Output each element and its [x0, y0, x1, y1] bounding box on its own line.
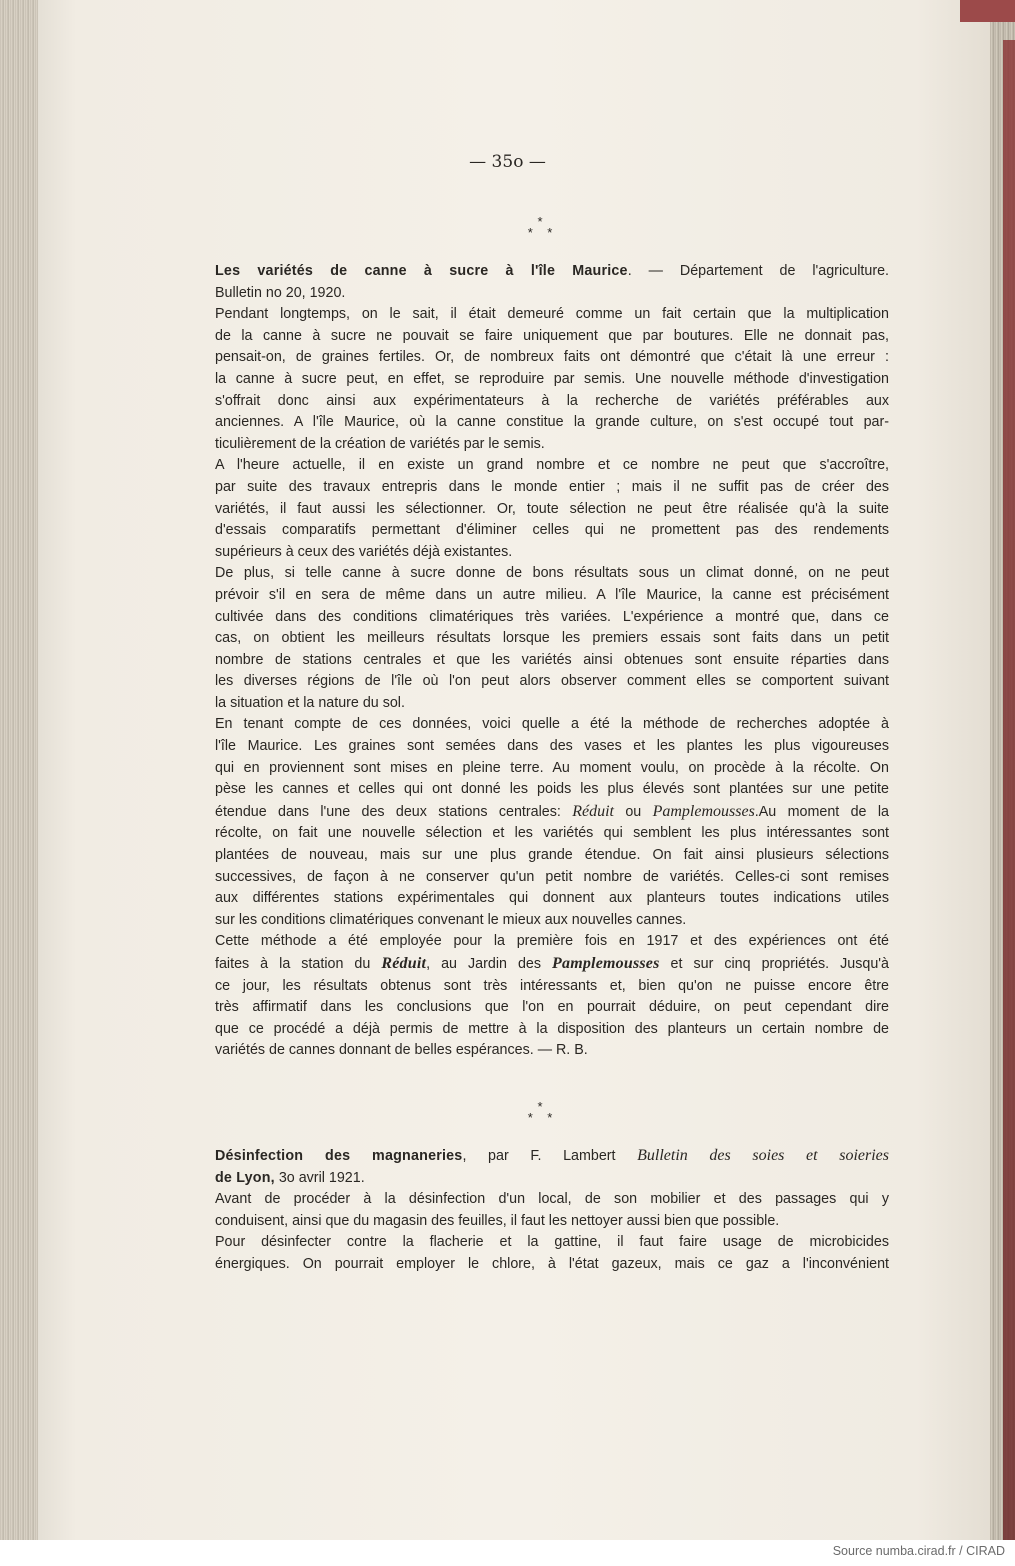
text-line: variétés, il faut aussi les sélectionner. Or, toute sélection ne peut être réalisée qu'à la suite [215, 500, 889, 517]
journal-title: Bulletin des soies et soieries [637, 1147, 889, 1164]
place-name-pamplemousses: Pamplemousses [652, 802, 755, 820]
paragraph-2 [215, 1232, 889, 1275]
text-line: cas, on obtient les meilleurs résultats lorsque les premiers essais sont faits dans un petit [215, 630, 889, 647]
text-line: plantées de nouveau, mais sur une plus grande étendue. On fait ainsi plusieurs sélections [215, 847, 889, 864]
text-line: variétés de cannes donnant de belles espérances. — R. B. [215, 1042, 588, 1059]
text-segment: , au Jardin des [426, 956, 553, 972]
text-segment: étendue dans l'une des deux stations centrales: [215, 803, 573, 820]
article-title-line [215, 1145, 889, 1168]
text-line: qui en proviennent sont mises en pleine terre. Au moment voulu, on procède à la récolte. On [215, 759, 889, 776]
text-line: prévoir s'il en sera de même dans un autre milieu. A l'île Maurice, la canne est précisément [215, 586, 889, 603]
article-desinfection [215, 1145, 889, 1276]
text-line: anciennes. A l'île Maurice, où la canne constitue la grande culture, on s'est occupé tout par- [215, 414, 889, 431]
place-name-reduit: Réduit [381, 955, 427, 972]
article-date: 3o avril 1921. [274, 1169, 365, 1186]
text-line: de la canne à sucre ne pouvait se faire uniquement que par boutures. Elle ne donnait pas, [215, 327, 889, 344]
text-line: Pendant longtemps, on le sait, il était demeuré comme un fait certain que la multiplication [215, 306, 889, 323]
text-line: Pour désinfecter contre la flacherie et la gattine, il faut faire usage de microbicides [215, 1234, 889, 1251]
article-bulletin: Bulletin no 20, 1920. [215, 284, 346, 301]
text-line: énergiques. On pourrait employer le chlore, à l'état gazeux, mais ce gaz a l'inconvénient [215, 1255, 889, 1272]
text-line: De plus, si telle canne à sucre donne de bons résultats sous un climat donné, on ne peut [215, 565, 889, 582]
article-title: Les variétés de canne à sucre à l'île Maurice [215, 263, 628, 279]
article-canne-a-sucre [215, 261, 889, 1062]
text-segment: et sur cinq propriétés. Jusqu'à [659, 956, 889, 972]
text-line: Cette méthode a été employée pour la première fois en 1917 et des expériences ont été [215, 933, 889, 950]
book-edge-red-top [960, 0, 1015, 22]
text-line: la canne à sucre peut, en effet, se reproduire par semis. Une nouvelle méthode d'investigation [215, 370, 889, 387]
source-credit: Source numba.cirad.fr / CIRAD [832, 1544, 1005, 1558]
paragraph-1 [215, 304, 889, 455]
text-line: pèse les cannes et celles qui ont donné les poids les plus élevés sont plantées sur une petite [215, 781, 889, 798]
text-segment: .Au moment de la [754, 803, 889, 820]
place-name-reduit: Réduit [572, 802, 614, 820]
text-line: aux différentes stations expérimentales qui donnent aux planteurs toutes indications utiles [215, 890, 889, 907]
paragraph-2 [215, 455, 889, 563]
text-segment: ou [613, 803, 653, 820]
text-line: Avant de procéder à la désinfection d'un local, de son mobilier et des passages qui y [215, 1191, 889, 1208]
paragraph-3 [215, 563, 889, 714]
text-line: ticulièrement de la création de variétés par le semis. [215, 435, 545, 452]
text-line: ce jour, les résultats obtenus sont très intéressants et, bien qu'on ne puisse encore être [215, 977, 889, 994]
text-line: par suite des travaux entrepris dans le monde entier ; mais il ne suffit pas de créer des [215, 478, 889, 495]
page-number: — 35o — [469, 152, 546, 172]
text-line: En tenant compte de ces données, voici quelle a été la méthode de recherches adoptée à [215, 716, 889, 733]
text-line: A l'heure actuelle, il en existe un grand nombre et ce nombre ne peut que s'accroître, [215, 457, 889, 474]
text-line: successives, de façon à ne conserver qu'un petit nombre de variétés. Celles-ci sont remises [215, 868, 889, 885]
article-source: . — Département de l'agriculture. [627, 263, 889, 279]
text-line: d'essais comparatifs permettant d'éliminer celles qui ne promettent pas des rendements [215, 522, 889, 539]
article-date-line [215, 1168, 889, 1190]
journal-city: de Lyon, [215, 1169, 275, 1186]
text-line: que ce procédé a déjà permis de mettre à la disposition des planteurs un certain nombre de [215, 1020, 889, 1037]
article-title: Désinfection des magnaneries [215, 1148, 463, 1164]
text-line: conduisent, ainsi que du magasin des feuilles, il faut les nettoyer aussi bien que possible. [215, 1212, 780, 1229]
text-line: nombre de stations centrales et que les variétés ainsi obtenues sont ensuite réparties dans [215, 651, 889, 668]
text-segment: faites à la station du [215, 956, 382, 972]
text-line: sur les conditions climatériques convenant le mieux aux nouvelles cannes. [215, 911, 687, 928]
paragraph-4 [215, 714, 889, 931]
text-line: les diverses régions de l'île où l'on peut alors observer comment elles se comportent suivant [215, 673, 889, 690]
place-name-pamplemousses: Pamplemousses [552, 955, 660, 972]
text-line [215, 801, 889, 824]
text-line: supérieurs à ceux des variétés déjà existantes. [215, 543, 513, 560]
article-title-line [215, 261, 889, 283]
section-separator: * * * [527, 214, 553, 240]
text-line: très affirmatif dans les conclusions que l'on en pourrait déduire, on peut cependant dire [215, 999, 889, 1016]
text-line: s'offrait donc ainsi aux expérimentateurs à la recherche de variétés préférables aux [215, 392, 889, 409]
text-line: l'île Maurice. Les graines sont semées dans des vases et les plantes les plus vigoureuses [215, 738, 889, 755]
paragraph-5 [215, 931, 889, 1062]
text-line [215, 953, 889, 976]
paragraph-1 [215, 1189, 889, 1232]
book-edge-red-side [1003, 40, 1015, 1540]
text-line: récolte, on fait une nouvelle sélection et les variétés qui semblent les plus intéressantes sont [215, 825, 889, 842]
text-line: cultivée dans des conditions climatériques très variées. L'expérience a montré que, dans ce [215, 608, 889, 625]
text-line: la situation et la nature du sol. [215, 694, 405, 711]
article-author: , par F. Lambert [462, 1148, 638, 1164]
text-line: pensait-on, de graines fertiles. Or, de nombreux faits ont démontré que c'était là une erreur : [215, 349, 889, 366]
section-separator: * * * [527, 1099, 553, 1125]
